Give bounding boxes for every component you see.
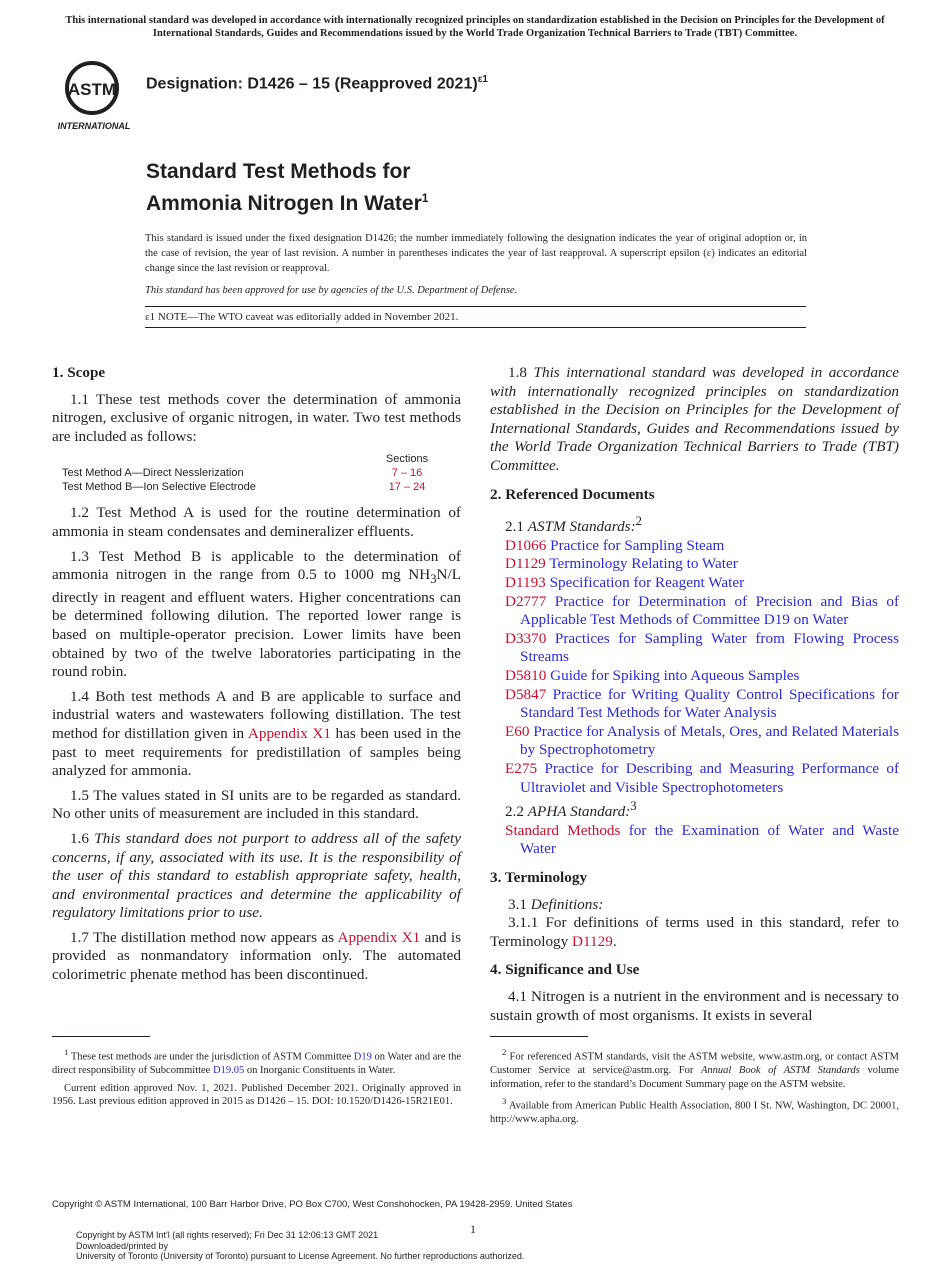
copyright: Copyright © ASTM International, 100 Barr Harbor Drive, PO Box C700, West Conshohocken, PA 19428-2959. United States bbox=[52, 1199, 573, 1210]
section-heading-terminology: 3. Terminology bbox=[490, 868, 588, 886]
sections-link[interactable]: 17 – 24 bbox=[388, 481, 426, 494]
right-column bbox=[490, 364, 899, 1031]
footnotes-right bbox=[490, 1046, 899, 1131]
designation: Designation: D1426 – 15 (Reapproved 2021)$^{\varepsilon 1}$ bbox=[146, 74, 488, 93]
ref-item[interactable]: D1193 Specification for Reagent Water bbox=[505, 574, 745, 591]
section-heading-scope: 1. Scope bbox=[52, 364, 106, 381]
footnote-rule bbox=[52, 1036, 150, 1037]
sections-link[interactable]: 7 – 16 bbox=[391, 467, 423, 480]
para-1-2: 1.2 Test Method A is used for the routine determination of ammonia in steam condensates and demineralizer effluents. bbox=[52, 504, 461, 540]
para-1-7: 1.7 The distillation method now appears as Appendix X1 and is provided as nonmandatory information only. The automated colorimetric phenate method has been discontinued. bbox=[52, 928, 461, 984]
para-1-8: 1.8 This international standard was developed in accordance with internationally recognized principles on standardization established in the Decision on Principles for the Development of International Standards, Guides and Recommendations issued by the World Trade Organization Technical Barriers to Trade (TBT) Committee. bbox=[490, 364, 899, 474]
divider bbox=[145, 327, 806, 328]
download-stamp: Copyright by ASTM Int'l (all rights reserved); Fri Dec 31 12:06:13 GMT 2021 Downloaded/printed by University of Toronto (University of Toronto) pursuant to License Agreement. No further reproductions authorized. bbox=[76, 1230, 525, 1261]
footnote-1: $^1$ These test methods are under the jurisdiction of ASTM Committee D19 on Water and are the direct responsibility of Subcommittee D19.05 on Inorganic Constituents in Water. bbox=[52, 1047, 461, 1076]
astm-standards-label: 2.1 ASTM Standards:$^2$ bbox=[505, 514, 642, 536]
wto-caveat: This international standard was developed in accordance with internationally recognized principles on standardization established in the Decision on Principles for the Development of International Standards, Guides and Recommendations issued by the World Trade Organization Technical Barriers to Trade (TBT) Committee. bbox=[65, 15, 885, 39]
para-1-6: 1.6 This standard does not purport to address all of the safety concerns, if any, associated with its use. It is the responsibility of the user of this standard to establish appropriate safety, health, and environmental practices and determine the applicability of regulatory limitations prior to use. bbox=[52, 829, 461, 922]
table-row: Test Method A—Direct Nesslerization 7 – 16 bbox=[62, 466, 442, 480]
d1129-link[interactable]: D1129 bbox=[572, 932, 613, 950]
left-column bbox=[52, 364, 461, 991]
divider bbox=[145, 306, 806, 307]
editorial-note: ε1 NOTE—The WTO caveat was editorially added in November 2021. bbox=[145, 311, 459, 323]
committee-link[interactable]: D19 bbox=[353, 1051, 372, 1063]
page-number: 1 bbox=[470, 1222, 476, 1236]
footnote-2: $^2$ For referenced ASTM standards, visit the ASTM website, www.astm.org, or contact ASTM Customer Service at service@astm.org. For Annual Book of ASTM Standards volume information, refer to the standard’s Document Summary page on the ASTM website. bbox=[490, 1047, 899, 1090]
table-row: Test Method B—Ion Selective Electrode 17 – 24 bbox=[62, 480, 442, 494]
issuance-statement: This standard is issued under the fixed designation D1426; the number immediately following the designation indicates the year of original adoption or, in the case of revision, the year of last revision. A number in parentheses indicates the year of last reapproval. A superscript epsilon (ε) indicates an editorial change since the last revision or reapproval. bbox=[145, 233, 807, 274]
para-4-1: 4.1 Nitrogen is a nutrient in the environment and is necessary to sustain growth of most organisms. It exists in several bbox=[490, 987, 899, 1024]
para-1-3: 1.3 Test Method B is applicable to the determination of ammonia nitrogen in the range from 0.5 to 1000 mg $NH_3N/L$ directly in reagent and effluent waters. Higher concentrations can be determined following dilution. The reported lower range is based on multiple-operator precision. Lower limits have been obtained by two of the twelve laboratories participating in the round robin. bbox=[52, 547, 461, 681]
para-1-4: 1.4 Both test methods A and B are applicable to surface and industrial waters and wastewaters following distillation. The test method for distillation given in Appendix X1 has been used in the past to meet requirements for predistillation of samples being analyzed for ammonia. bbox=[52, 687, 461, 780]
subcommittee-link[interactable]: D19.05 bbox=[212, 1065, 245, 1076]
dod-note: This standard has been approved for use by agencies of the U.S. Department of Defense. bbox=[145, 285, 518, 296]
appendix-link[interactable]: Appendix X1 bbox=[247, 724, 331, 742]
astm-logo bbox=[52, 58, 136, 134]
ref-item[interactable]: D1129 Terminology Relating to Water bbox=[505, 555, 738, 573]
para-3-1: 3.1 Definitions: bbox=[508, 895, 604, 913]
ref-item[interactable]: E275 Practice for Describing and Measuring Performance of Ultraviolet and Visible Spectrophotometers bbox=[505, 759, 900, 796]
footnote-3: $^3$ Available from American Public Health Association, 800 I St. NW, Washington, DC 20001, http://www.apha.org. bbox=[490, 1096, 899, 1125]
para-3-1-1: 3.1.1 For definitions of terms used in this standard, refer to Terminology D1129. bbox=[490, 914, 899, 950]
section-heading-referenced-documents: 2. Referenced Documents bbox=[490, 485, 655, 503]
apha-standard-label: 2.2 APHA Standard:$^3$ bbox=[505, 799, 637, 821]
appendix-link[interactable]: Appendix X1 bbox=[337, 928, 421, 946]
page-title: Standard Test Methods for Ammonia Nitrogen In Water$^1$ bbox=[146, 160, 429, 215]
ref-item[interactable]: D3370 Practices for Sampling Water from Flowing Process Streams bbox=[505, 629, 899, 666]
logo-subtext: INTERNATIONAL bbox=[57, 121, 131, 131]
ref-item[interactable]: E60 Practice for Analysis of Metals, Ores, and Related Materials by Spectrophotometry bbox=[505, 722, 900, 759]
ref-item[interactable]: Standard Methods for the Examination of Water and Waste Water bbox=[505, 821, 899, 858]
ref-item[interactable]: D5810 Guide for Spiking into Aqueous Samples bbox=[505, 666, 800, 684]
ref-item[interactable]: D5847 Practice for Writing Quality Control Specifications for Standard Test Methods for Water Analysis bbox=[505, 685, 899, 722]
methods-table bbox=[62, 452, 442, 494]
footnote-rule bbox=[490, 1036, 588, 1037]
para-1-1: 1.1 These test methods cover the determination of ammonia nitrogen, exclusive of organic nitrogen, in water. Two test methods are included as follows: bbox=[52, 390, 461, 445]
ref-item[interactable]: D2777 Practice for Determination of Precision and Bias of Applicable Test Methods of Committee D19 on Water bbox=[505, 592, 900, 629]
footnotes-left bbox=[52, 1046, 461, 1113]
footnote-edition: Current edition approved Nov. 1, 2021. Published December 2021. Originally approved in 1956. Last previous edition approved in 2015 as D1426 – 15. DOI: 10.1520/D1426-15R21E01. bbox=[52, 1082, 461, 1107]
sections-header: Sections bbox=[385, 453, 429, 466]
section-heading-significance: 4. Significance and Use bbox=[490, 961, 640, 979]
ref-item[interactable]: D1066 Practice for Sampling Steam bbox=[505, 536, 725, 554]
para-1-5: 1.5 The values stated in SI units are to be regarded as standard. No other units of measurement are included in this standard. bbox=[52, 786, 461, 823]
logo-text: ASTM bbox=[67, 80, 117, 99]
